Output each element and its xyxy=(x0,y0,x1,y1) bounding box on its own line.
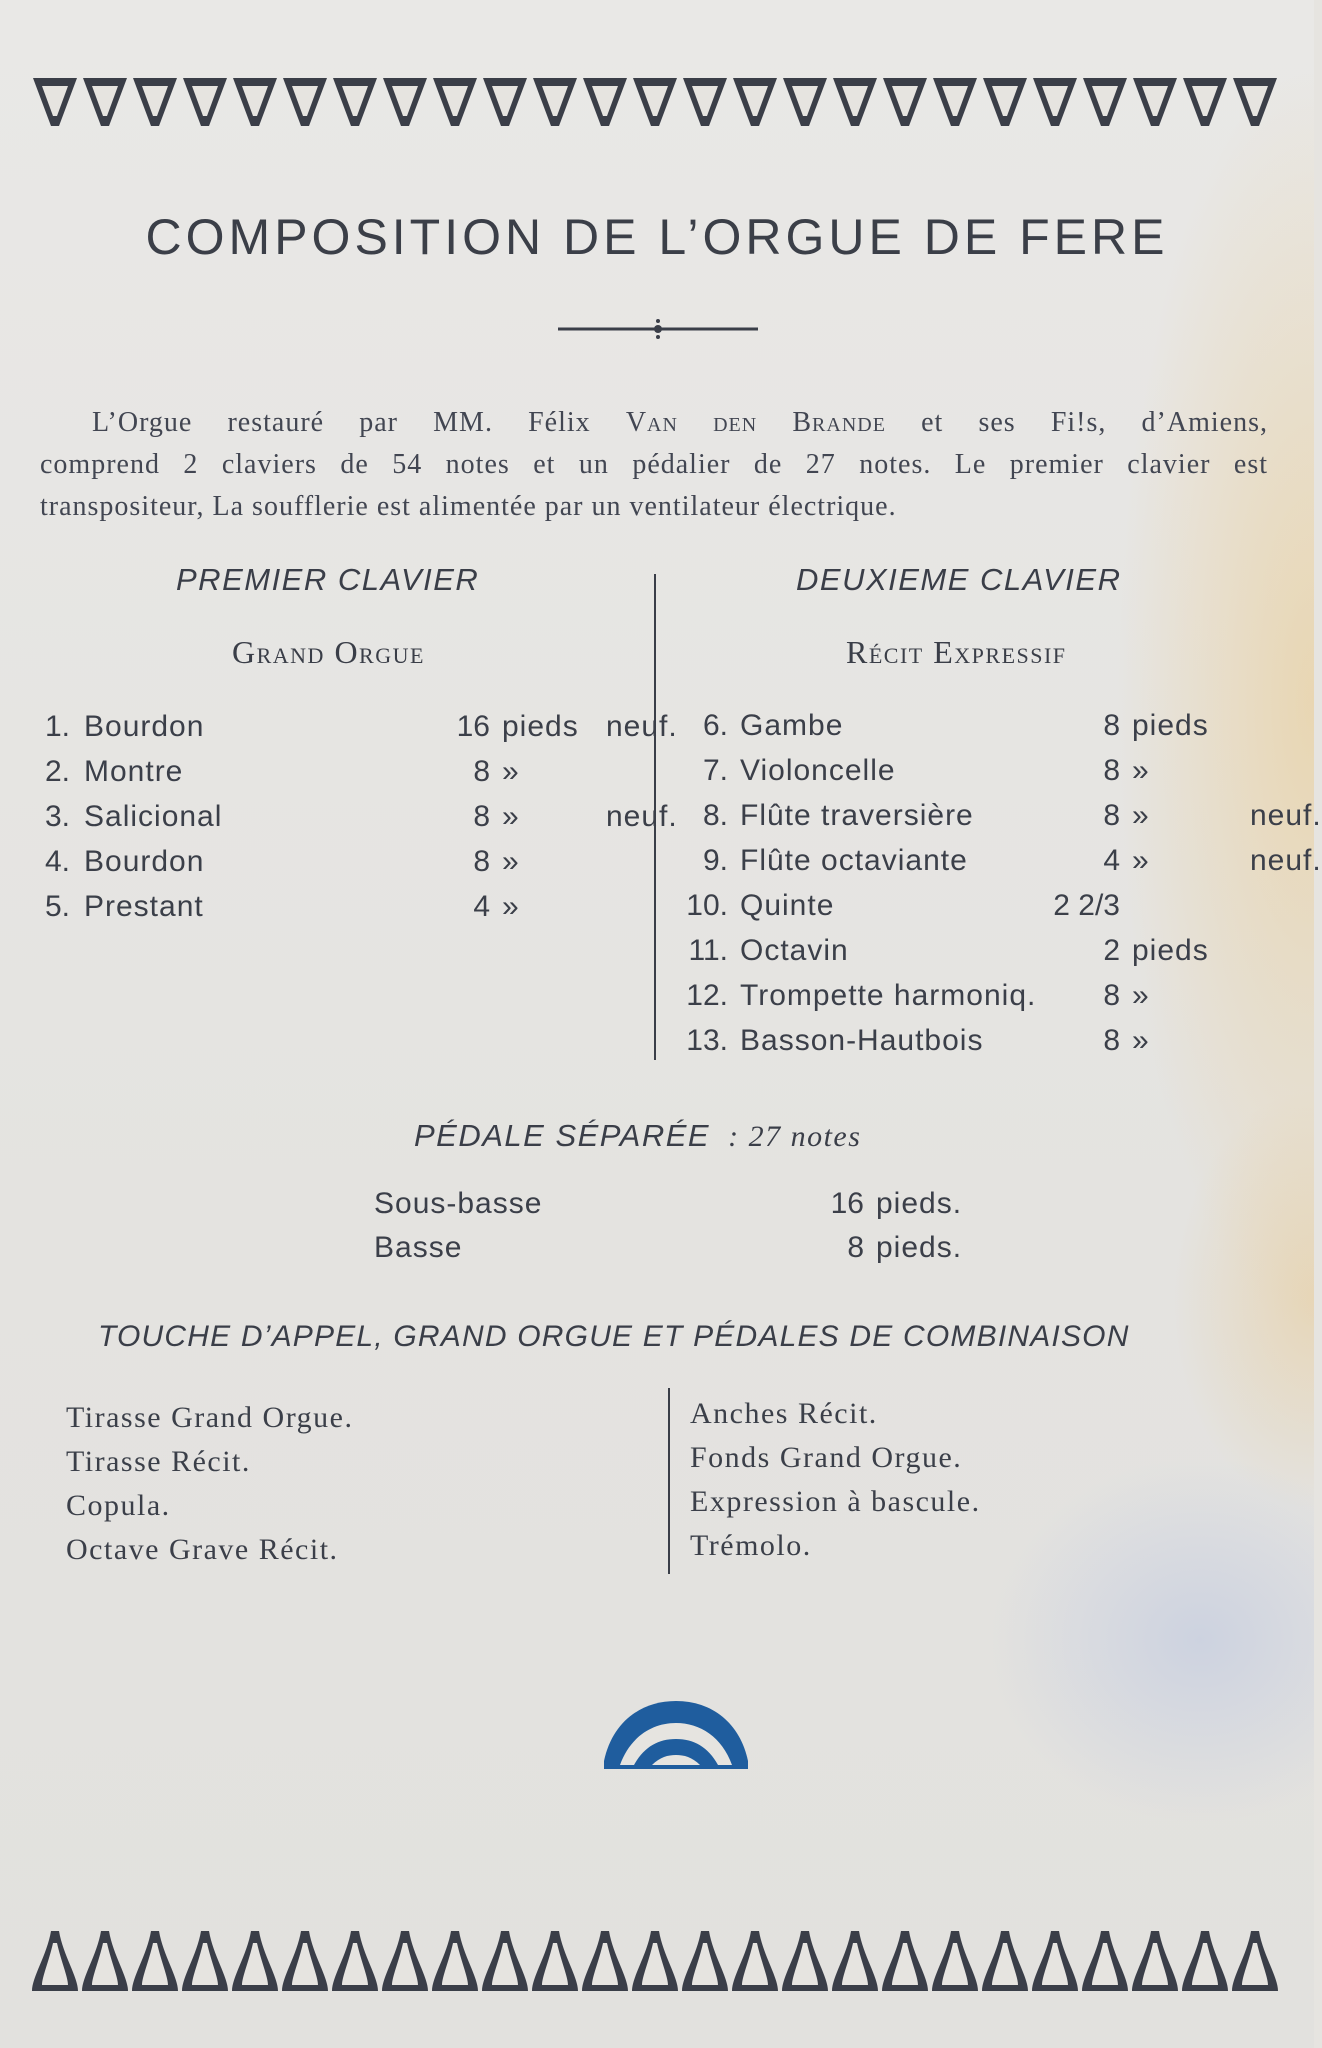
stop-name: Flûte traversière xyxy=(740,799,974,832)
builder-name: Van den Brande xyxy=(625,407,886,438)
combination-item: Trémolo. xyxy=(690,1529,812,1562)
stop-unit: » xyxy=(1132,754,1150,787)
stop-row xyxy=(672,838,1322,883)
stop-name: Bourdon xyxy=(84,710,205,743)
combinaison-heading: TOUCHE D’APPEL, GRAND ORGUE ET PÉDALES DE COMBINAISON xyxy=(98,1320,1130,1353)
stop-name: Trompette harmoniq. xyxy=(740,979,1037,1012)
stop-number: 7. xyxy=(702,754,728,787)
stop-row xyxy=(40,884,650,929)
stop-name: Basson-Hautbois xyxy=(740,1024,984,1057)
stop-number: 3. xyxy=(44,800,70,833)
pedale-stop-list xyxy=(374,1182,1074,1270)
pedal-stop-size: 8 xyxy=(847,1231,864,1264)
recit-stop-list xyxy=(672,703,1322,1063)
deuxieme-clavier-heading: DEUXIEME CLAVIER xyxy=(796,562,1122,597)
deuxieme-clavier-subheading: Récit Expressif xyxy=(846,634,1067,670)
stop-unit: » xyxy=(502,800,520,833)
stop-name: Quinte xyxy=(740,889,835,922)
intro-line-3: transpositeur, La soufflerie est alimentée par un ventilateur électrique. xyxy=(40,491,897,522)
pedal-stop-unit: pieds. xyxy=(876,1187,963,1220)
pedal-stop-row xyxy=(374,1226,1074,1270)
stop-size: 8 xyxy=(1103,799,1120,832)
stop-unit: pieds xyxy=(502,710,579,743)
stop-number: 13. xyxy=(686,1024,728,1057)
stop-row xyxy=(40,749,650,794)
combination-item: Copula. xyxy=(66,1489,171,1522)
stop-unit: » xyxy=(502,890,520,923)
combination-item: Tirasse Grand Orgue. xyxy=(66,1401,354,1434)
stop-name: Prestant xyxy=(84,890,204,923)
stop-size: 8 xyxy=(1103,754,1120,787)
intro-line-1: L’Orgue restauré par MM. Félix Van den Brande et ses Fi!s, d’Amiens, xyxy=(92,407,1268,438)
stop-number: 1. xyxy=(44,710,70,743)
stop-name: Gambe xyxy=(740,709,844,742)
stop-unit: » xyxy=(1132,979,1150,1012)
stop-unit: pieds xyxy=(1132,709,1209,742)
stop-number: 8. xyxy=(702,799,728,832)
stop-unit: » xyxy=(1132,1024,1150,1057)
stop-note: neuf. xyxy=(1250,844,1322,877)
premier-clavier-heading: PREMIER CLAVIER xyxy=(176,562,480,597)
stop-row xyxy=(672,1018,1302,1063)
combination-item: Expression à bascule. xyxy=(690,1485,981,1518)
stop-row xyxy=(40,704,678,749)
stop-row xyxy=(672,928,1302,973)
stop-name: Violoncelle xyxy=(740,754,896,787)
stop-row xyxy=(672,703,1302,748)
stop-name: Salicional xyxy=(84,800,223,833)
stop-unit: » xyxy=(502,845,520,878)
pedale-heading xyxy=(414,1118,861,1154)
intro-line-2: comprend 2 claviers de 54 notes et un pédalier de 27 notes. Le premier clavier est xyxy=(40,449,1268,480)
stop-name: Flûte octaviante xyxy=(740,844,968,877)
stop-number: 10. xyxy=(686,889,728,922)
stop-note: neuf. xyxy=(1250,799,1322,832)
stop-size: 4 xyxy=(473,890,490,923)
pedal-stop-size: 16 xyxy=(830,1187,864,1220)
pedal-stop-name: Basse xyxy=(374,1231,463,1264)
standing-bell-frieze-icon xyxy=(30,1925,1280,2000)
stop-size: 8 xyxy=(473,755,490,788)
stop-number: 12. xyxy=(686,979,728,1012)
page-title: COMPOSITION DE L’ORGUE DE FERE xyxy=(145,209,1169,265)
stop-size: 8 xyxy=(473,800,490,833)
stop-size: 2 xyxy=(1103,934,1120,967)
stop-unit: » xyxy=(1132,799,1150,832)
stop-number: 4. xyxy=(44,845,70,878)
stop-number: 5. xyxy=(44,890,70,923)
stop-name: Octavin xyxy=(740,934,849,967)
stop-size: 8 xyxy=(1103,979,1120,1012)
pedal-stop-row xyxy=(374,1182,1074,1226)
stop-unit: » xyxy=(502,755,520,788)
stop-number: 9. xyxy=(702,844,728,877)
combinaison-divider xyxy=(668,1388,670,1574)
stop-size: 16 xyxy=(456,710,490,743)
combination-item: Tirasse Récit. xyxy=(66,1445,251,1478)
combination-item: Anches Récit. xyxy=(690,1397,878,1430)
stop-number: 11. xyxy=(688,934,728,967)
stop-note: neuf. xyxy=(606,800,678,833)
stop-name: Bourdon xyxy=(84,845,205,878)
stop-unit: pieds xyxy=(1132,934,1209,967)
stop-size: 8 xyxy=(1103,709,1120,742)
stop-unit: » xyxy=(1132,844,1150,877)
stop-size: 2 2/3 xyxy=(1053,889,1120,922)
pedale-notes: : 27 notes xyxy=(728,1120,862,1153)
premier-clavier-subheading: Grand Orgue xyxy=(232,634,425,670)
hanging-bell-frieze-icon xyxy=(30,70,1280,132)
combination-item: Fonds Grand Orgue. xyxy=(690,1441,963,1474)
pedale-title: PÉDALE SÉPARÉE xyxy=(414,1118,711,1153)
stop-row xyxy=(40,794,678,839)
combinaison-right-list xyxy=(690,1392,981,1568)
stop-row xyxy=(40,839,650,884)
stop-row xyxy=(672,748,1302,793)
grand-orgue-stop-list xyxy=(40,704,678,929)
stop-size: 4 xyxy=(1103,844,1120,877)
stop-number: 2. xyxy=(44,755,70,788)
pedal-stop-name: Sous-basse xyxy=(374,1187,543,1220)
stop-name: Montre xyxy=(84,755,184,788)
divider-ornament-icon xyxy=(558,318,758,340)
stop-row xyxy=(672,973,1302,1018)
stop-size: 8 xyxy=(473,845,490,878)
pedal-stop-unit: pieds. xyxy=(876,1231,963,1264)
stop-row xyxy=(672,883,1302,928)
stop-number: 6. xyxy=(702,709,728,742)
stop-size: 8 xyxy=(1103,1024,1120,1057)
stop-note: neuf. xyxy=(606,710,678,743)
fan-ornament-icon xyxy=(600,1695,752,1771)
combinaison-left-list xyxy=(66,1396,353,1572)
combination-item: Octave Grave Récit. xyxy=(66,1533,339,1566)
stop-row xyxy=(672,793,1322,838)
intro-paragraph xyxy=(40,402,1268,528)
